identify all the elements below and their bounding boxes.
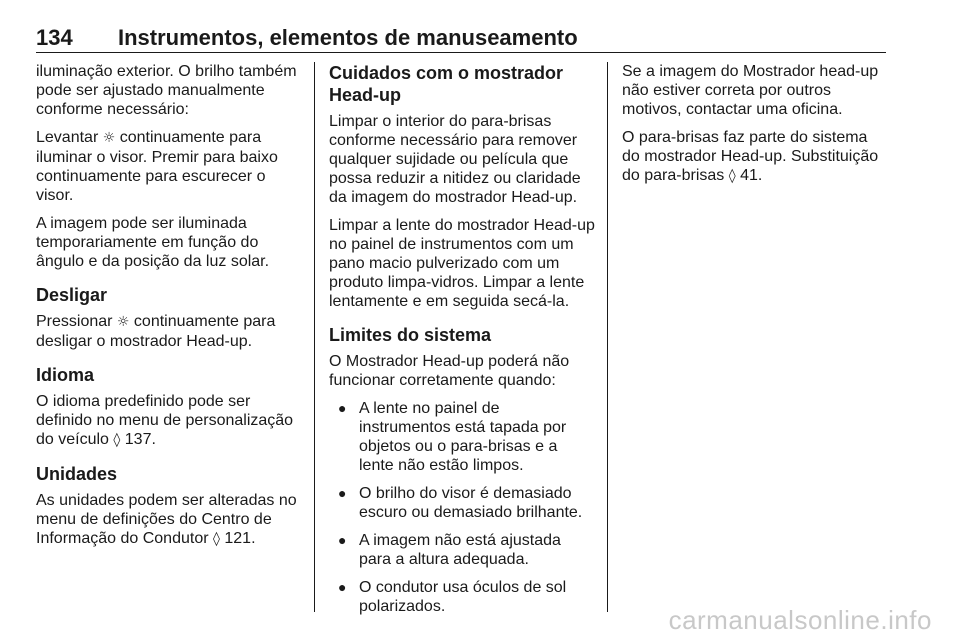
paragraph: Levantar ☼ continuamente para iluminar o visor. Premir para baixo continuamente para escurecer o visor.	[36, 129, 278, 204]
page-number: 134	[36, 25, 73, 50]
paragraph: O para-brisas faz parte do sistema do mostrador Head-up. Substituição do para-brisas ◊ 41.	[622, 129, 879, 184]
watermark: carmanualsonline.info	[668, 605, 932, 635]
page-reference-icon: ◊	[213, 531, 220, 547]
section-heading: Idioma	[36, 365, 95, 385]
page-reference[interactable]: 121.	[224, 530, 256, 547]
paragraph: Pressionar ☼ continuamente para desligar o mostrador Head-up.	[36, 313, 276, 350]
list-item: ● O brilho do visor é demasiado escuro ou demasiado brilhante.	[338, 485, 583, 521]
paragraph: O idioma predefinido pode ser definido no menu de personalização do veículo ◊ 137.	[36, 393, 294, 448]
paragraph: Limpar a lente do mostrador Head-up no painel de instrumentos com um pano macio pulverizado com um produto limpa-vidros. Limpar a lente lentamente e em seguida secá-la.	[329, 217, 595, 310]
brightness-icon: ☼	[116, 314, 130, 330]
paragraph: O Mostrador Head-up poderá não funcionar corretamente quando:	[329, 353, 570, 389]
paragraph: A imagem pode ser iluminada temporariamente em função do ângulo e da posição da luz solar.	[36, 215, 270, 270]
paragraph: Se a imagem do Mostrador head-up não estiver correta por outros motivos, contactar uma oficina.	[622, 63, 879, 118]
column-2	[329, 62, 595, 625]
page-reference-icon: ◊	[728, 168, 736, 184]
brightness-icon: ☼	[102, 130, 116, 146]
running-title: Instrumentos, elementos de manuseamento	[118, 25, 578, 50]
paragraph: As unidades podem ser alteradas no menu de definições do Centro de Informação do Condutor ◊ 121.	[36, 492, 297, 547]
list-item: ● A lente no painel de instrumentos está tapada por objetos ou o para-brisas e a lente não estão limpos.	[338, 400, 567, 474]
list-item: ● O condutor usa óculos de sol polarizados.	[338, 579, 567, 615]
paragraph: Limpar o interior do para-brisas conforme necessário para remover qualquer sujidade ou película que possa reduzir a nitidez ou claridade da imagem do mostrador Head-up.	[329, 113, 581, 206]
column-divider	[607, 62, 608, 612]
paragraph: iluminação exterior. O brilho também pode ser ajustado manualmente conforme necessário:	[36, 63, 297, 118]
column-divider	[314, 62, 315, 612]
section-heading: Unidades	[36, 464, 118, 484]
bullet-list	[329, 399, 595, 616]
page-header	[36, 26, 886, 53]
section-heading: Desligar	[36, 285, 108, 305]
page-reference[interactable]: 137.	[124, 431, 156, 448]
page-reference[interactable]: 41.	[740, 167, 763, 184]
column-3	[622, 62, 888, 195]
list-item: ● A imagem não está ajustada para a altura adequada.	[338, 532, 561, 568]
page-reference-icon: ◊	[113, 432, 121, 448]
section-heading: Limites do sistema	[329, 325, 492, 345]
section-heading: Cuidados com o mostrador Head-up	[329, 63, 564, 105]
column-1	[36, 62, 302, 558]
